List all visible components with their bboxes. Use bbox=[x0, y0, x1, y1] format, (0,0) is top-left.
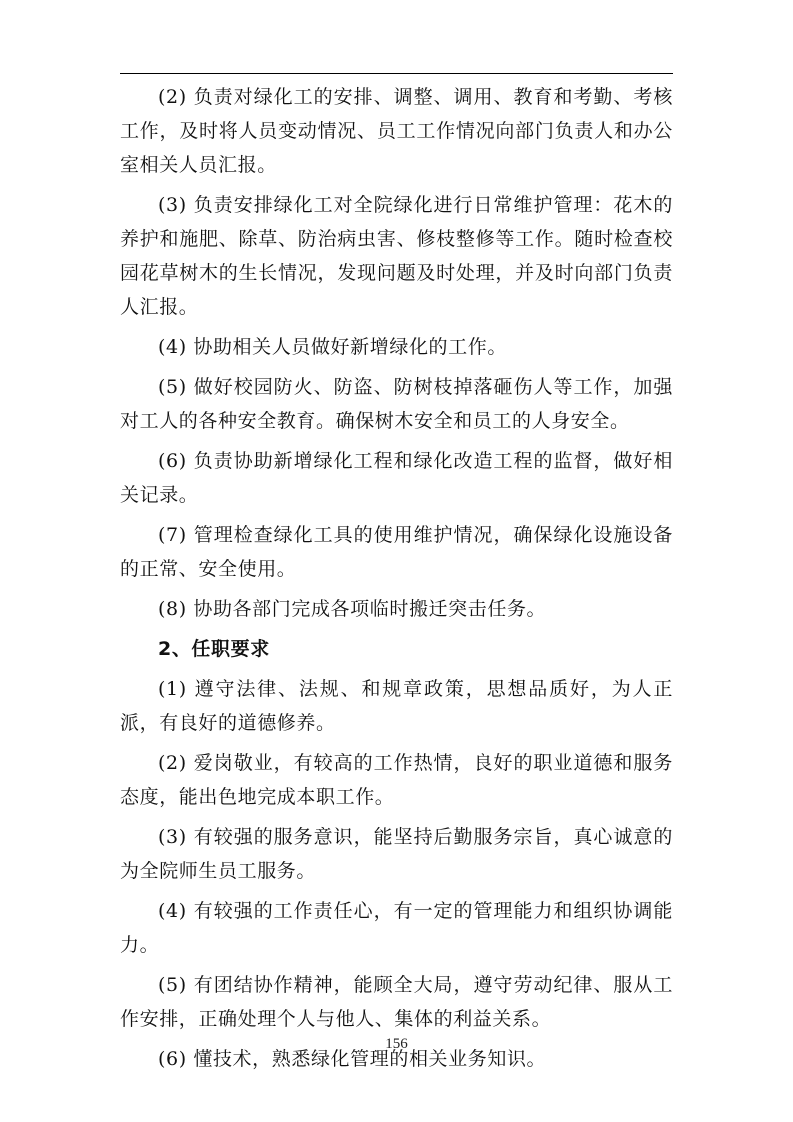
requirement-item-3: (3) 有较强的服务意识，能坚持后勤服务宗旨，真心诚意的为全院师生员工服务。 bbox=[120, 826, 673, 882]
duty-item-8: (8) 协助各部门完成各项临时搬迁突击任务。 bbox=[158, 598, 547, 620]
requirement-item-5: (5) 有团结协作精神，能顾全大局，遵守劳动纪律、服从工作安排，正确处理个人与他人、集体的利益关系。 bbox=[120, 974, 673, 1030]
header-rule bbox=[120, 73, 673, 74]
duty-item-5: (5) 做好校园防火、防盗、防树枝掉落砸伤人等工作，加强对工人的各种安全教育。确保树木安全和员工的人身安全。 bbox=[120, 376, 673, 432]
requirement-item-6: (6) 懂技术，熟悉绿化管理的相关业务知识。 bbox=[158, 1048, 547, 1070]
duty-item-2: (2) 负责对绿化工的安排、调整、调用、教育和考勤、考核工作，及时将人员变动情况、员工工作情况向部门负责人和办公室相关人员汇报。 bbox=[120, 86, 673, 176]
page-number: 156 bbox=[385, 1036, 408, 1052]
section-heading-requirements: 2、任职要求 bbox=[158, 638, 270, 660]
requirement-item-1: (1) 遵守法律、法规、和规章政策，思想品质好，为人正派，有良好的道德修养。 bbox=[120, 678, 673, 734]
duty-item-6: (6) 负责协助新增绿化工程和绿化改造工程的监督，做好相关记录。 bbox=[120, 450, 673, 506]
duty-item-4: (4) 协助相关人员做好新增绿化的工作。 bbox=[158, 336, 507, 358]
requirement-item-2: (2) 爱岗敬业，有较高的工作热情，良好的职业道德和服务态度，能出色地完成本职工作。 bbox=[120, 752, 673, 808]
document-body bbox=[120, 80, 673, 1076]
duty-item-7: (7) 管理检查绿化工具的使用维护情况，确保绿化设施设备的正常、安全使用。 bbox=[120, 524, 673, 580]
duty-item-3: (3) 负责安排绿化工对全院绿化进行日常维护管理：花木的养护和施肥、除草、防治病虫害、修枝整修等工作。随时检查校园花草树木的生长情况，发现问题及时处理，并及时向部门负责人汇报。 bbox=[120, 194, 673, 318]
requirement-item-4: (4) 有较强的工作责任心，有一定的管理能力和组织协调能力。 bbox=[120, 900, 673, 956]
